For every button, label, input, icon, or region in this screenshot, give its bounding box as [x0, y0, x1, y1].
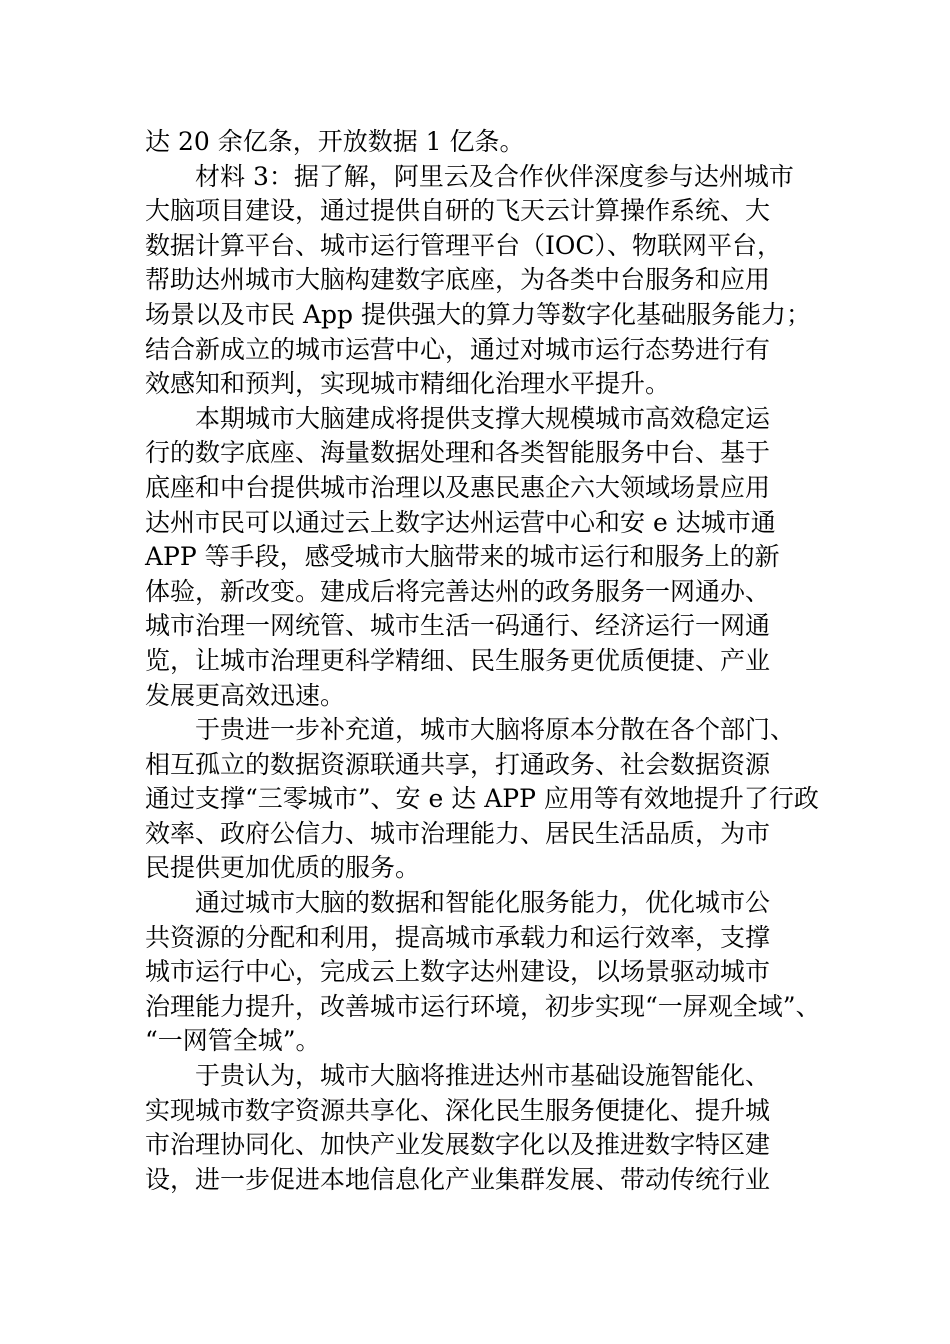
text-line: 通过城市大脑的数据和智能化服务能力，优化城市公 [195, 888, 771, 918]
text-line: 通过支撑“三零城市”、安 e 达 APP 应用等有效地提升了行政 [145, 784, 819, 814]
text-line: 于贵认为，城市大脑将推进达州市基础设施智能化、 [195, 1061, 771, 1091]
text-line: 大脑项目建设，通过提供自研的飞天云计算操作系统、大 [145, 196, 771, 226]
text-line: 治理能力提升，改善城市运行环境，初步实现“一屏观全域”、 [145, 991, 821, 1021]
text-line: 场景以及市民 App 提供强大的算力等数字化基础服务能力； [145, 299, 811, 329]
text-line: 城市运行中心，完成云上数字达州建设，以场景驱动城市 [145, 957, 771, 987]
text-line: 民提供更加优质的服务。 [145, 853, 421, 883]
document-page [145, 125, 835, 1197]
text-line: “一网管全城”。 [145, 1026, 321, 1056]
text-line: 体验，新改变。建成后将完善达州的政务服务一网通办、 [145, 576, 771, 606]
text-line: 达州市民可以通过云上数字达州运营中心和安 e 达城市通 [145, 507, 776, 537]
text-line: 结合新成立的城市运营中心，通过对城市运行态势进行有 [145, 334, 771, 364]
text-line: 材料 3：据了解，阿里云及合作伙伴深度参与达州城市 [195, 161, 794, 191]
text-line: 于贵进一步补充道，城市大脑将原本分散在各个部门、 [195, 715, 796, 745]
text-line: 发展更高效迅速。 [145, 680, 346, 710]
text-line: 城市治理一网统管、城市生活一码通行、经济运行一网通 [145, 611, 771, 641]
text-line: 本期城市大脑建成将提供支撑大规模城市高效稳定运 [195, 403, 771, 433]
text-line: 实现城市数字资源共享化、深化民生服务便捷化、提升城 [145, 1095, 771, 1125]
text-line: 行的数字底座、海量数据处理和各类智能服务中台、基于 [145, 438, 771, 468]
text-line: 市治理协同化、加快产业发展数字化以及推进数字特区建 [145, 1130, 771, 1160]
text-line: APP 等手段，感受城市大脑带来的城市运行和服务上的新 [145, 542, 780, 572]
text-line: 达 20 余亿条，开放数据 1 亿条。 [145, 127, 525, 156]
text-line: 帮助达州城市大脑构建数字底座，为各类中台服务和应用 [145, 265, 771, 295]
text-line: 共资源的分配和利用，提高城市承载力和运行效率，支撑 [145, 922, 771, 952]
text-line: 效感知和预判，实现城市精细化治理水平提升。 [145, 369, 671, 399]
text-line: 底座和中台提供城市治理以及惠民惠企六大领域场景应用 [145, 472, 771, 502]
text-line: 览，让城市治理更科学精细、民生服务更优质便捷、产业 [145, 645, 771, 675]
text-line: 效率、政府公信力、城市治理能力、居民生活品质，为市 [145, 818, 771, 848]
text-line: 数据计算平台、城市运行管理平台（IOC）、物联网平台， [145, 230, 783, 260]
text-line: 设，进一步促进本地信息化产业集群发展、带动传统行业 [145, 1164, 771, 1194]
text-line: 相互孤立的数据资源联通共享，打通政务、社会数据资源 [145, 749, 771, 779]
